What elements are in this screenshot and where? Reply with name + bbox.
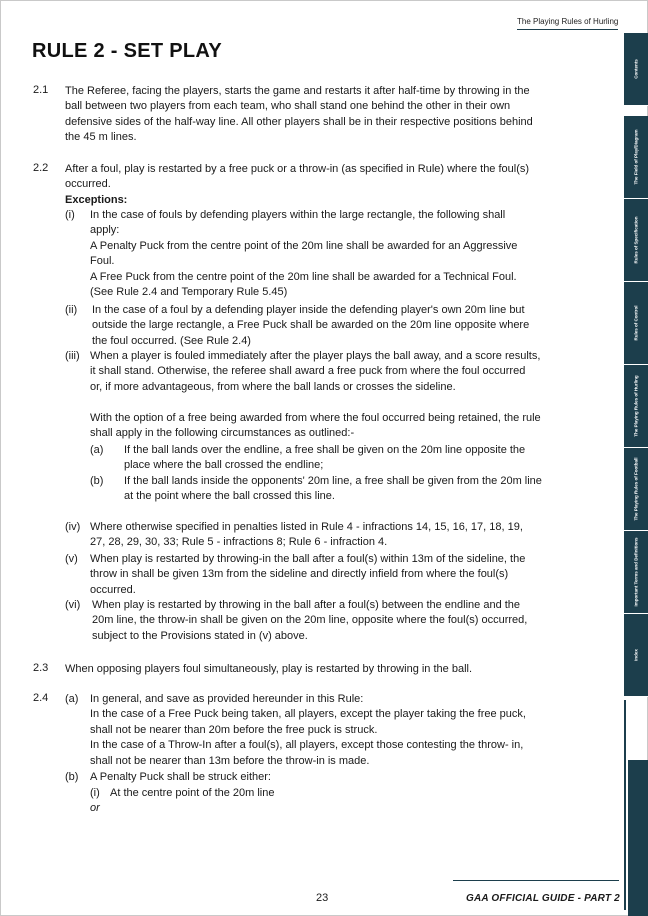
text-line: After a foul, play is restarted by a free puck or a throw-in (as specified in Rule) where the foul(s) [65,163,530,175]
tab-label: The Playing Rules of Football [633,457,639,521]
section-number: 2.1 [33,84,49,96]
tab-label: The Playing Rules of Hurling [633,375,639,437]
text-line: In the case of a foul by a defending player inside the defending player's own 20m line but [92,304,525,316]
section-2-2-intro [65,162,529,208]
text-line: In the case of a Free Puck being taken, all players, except the player taking the free puck, [90,708,526,721]
text-line: or, if more advantageous, from where the ball lands or crosses the sideline. [90,380,456,393]
text-line: apply: [90,224,120,237]
guide-title: GAA OFFICIAL GUIDE - PART 2 [466,893,620,904]
text-line: In general, and save as provided hereunder in this Rule: [90,693,364,705]
sub-item-b [124,474,542,505]
tab-label: The Field of Play/Diagram [633,129,639,185]
text-line: When a player is fouled immediately after the player plays the ball away, and a score results, [90,350,541,362]
exception-i [90,208,517,300]
item-label: (iv) [65,521,81,533]
text-line: outside the large rectangle, a Free Puck shall be awarded on the 20m line opposite where [92,319,530,332]
text-line: shall apply in the following circumstances as outlined:- [90,427,355,440]
text-line: the foul occurred. (See Rule 2.4) [92,334,251,347]
page-number: 23 [316,892,329,904]
decorative-rule [624,700,626,910]
text-line: In the case of fouls by defending players within the large rectangle, the following shall [90,209,506,221]
tab-label: Contents [633,59,639,79]
footer-rule [453,880,619,881]
text-line: A Free Puck from the centre point of the 20m line shall be awarded for a Technical Foul. [90,270,517,283]
item-label: (i) [65,209,75,221]
tab-rules-of-hurling[interactable] [624,365,648,448]
section-2-4-b-i: At the centre point of the 20m line [110,787,275,799]
text-line: shall not be nearer than 13m before the throw-in is made. [90,754,370,767]
text-line: When play is restarted by throwing-in the ball after a foul(s) within 13m of the sideline, the [90,553,526,565]
tab-label: Index [633,649,639,661]
tab-index[interactable] [624,614,648,697]
item-label: (ii) [65,304,78,316]
item-label: (a) [90,444,104,456]
tab-rules-of-specification[interactable] [624,199,648,282]
item-label: (a) [65,693,79,705]
sub-item-a [124,443,525,474]
text-line: With the option of a free being awarded from where the foul occurred being retained, the rule [90,412,541,424]
item-label: (v) [65,553,78,565]
exception-iv [90,520,523,551]
text-line: place where the ball crossed the endline; [124,459,324,472]
tab-terms-definitions[interactable] [624,531,648,614]
exception-ii [92,303,529,349]
page-title: RULE 2 - SET PLAY [32,40,222,62]
text-line: ball between two players from each team, who shall stand one behind the other in their own [65,100,511,113]
exception-vi [92,598,527,644]
tab-contents[interactable] [624,33,648,106]
section-number: 2.2 [33,162,49,174]
item-label: (iii) [65,350,80,362]
text-line: occurred. [65,178,111,191]
exceptions-heading: Exceptions: [65,193,128,206]
section-2-4-b: A Penalty Puck shall be struck either: [90,771,271,783]
text-line: Foul. [90,255,115,268]
tab-rules-of-control[interactable] [624,282,648,365]
text-line: In the case of a Throw-In after a foul(s), all players, except those contesting the throw- in, [90,739,524,752]
or-text: or [90,802,100,814]
item-label: (vi) [65,599,81,611]
text-line: defensive sides of the half-way line. All other players shall be in their respective positions behind [65,115,533,128]
item-label: (b) [65,771,79,783]
exception-iii-paragraph [90,411,541,442]
text-line: 20m line, the throw-in shall be given on the 20m line, opposite where the foul(s) occurred, [92,614,528,627]
tab-label: Rules of Specification [633,216,639,264]
text-line: (See Rule 2.4 and Temporary Rule 5.45) [90,286,288,299]
text-line: occurred. [90,583,136,596]
section-2-3: When opposing players foul simultaneously, play is restarted by throwing in the ball. [65,663,473,675]
item-label: (b) [90,475,104,487]
section-2-4-a [90,692,526,769]
section-2-1 [65,84,533,146]
exception-v [90,552,525,598]
text-line: A Penalty Puck from the centre point of the 20m line shall be awarded for an Aggressive [90,239,518,252]
tab-label: Important Terms and Definitions [633,537,639,607]
tab-rules-of-football[interactable] [624,448,648,531]
exception-iii [90,349,540,395]
running-header: The Playing Rules of Hurling [517,17,618,30]
text-line: at the point where the ball crossed this line. [124,490,335,503]
text-line: 27, 28, 29, 30, 33; Rule 5 - infractions 8; Rule 6 - infraction 4. [90,536,388,549]
decorative-bar [628,760,648,916]
text-line: the 45 m lines. [65,131,137,144]
tab-field-of-play[interactable] [624,116,648,199]
section-number: 2.3 [33,662,49,674]
text-line: shall not be nearer than 20m before the free puck is struck. [90,723,378,736]
text-line: When play is restarted by throwing in the ball after a foul(s) between the endline and the [92,599,521,611]
text-line: If the ball lands inside the opponents' 20m line, a free shall be given from the 20m line [124,475,542,487]
text-line: The Referee, facing the players, starts the game and restarts it after half-time by throwing in the [65,85,530,97]
item-label: (i) [90,787,100,799]
text-line: Where otherwise specified in penalties listed in Rule 4 - infractions 14, 15, 16, 17, 18, 19, [90,521,523,533]
tab-label: Rules of Control [633,305,639,341]
section-number: 2.4 [33,692,49,704]
text-line: throw in shall be given 13m from the sideline and directly infield from where the foul(s) [90,568,509,581]
text-line: If the ball lands over the endline, a free shall be given on the 20m line opposite the [124,444,526,456]
text-line: it shall stand. Otherwise, the referee shall award a free puck from where the foul occurred [90,365,526,378]
text-line: subject to the Provisions stated in (v) above. [92,629,308,642]
